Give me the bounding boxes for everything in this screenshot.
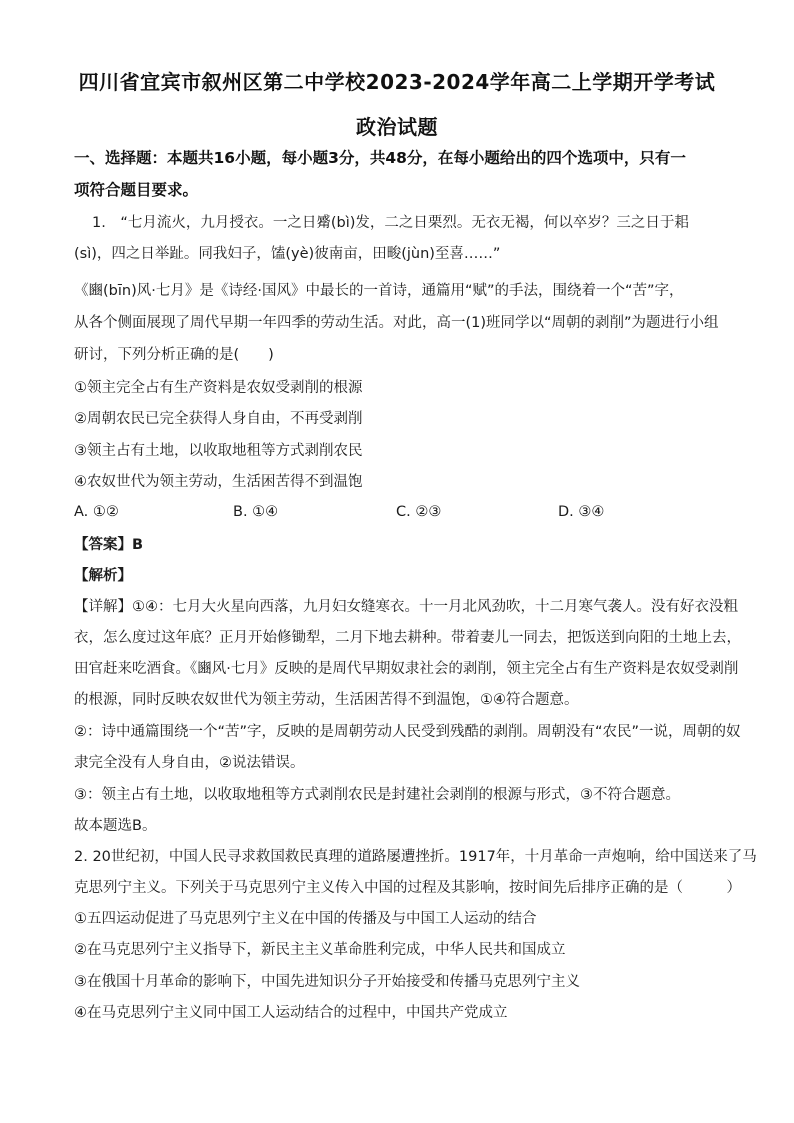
q1-option-3: ③领主占有土地，以收取地租等方式剥削农民: [74, 443, 363, 459]
q2-stem-line2: 克思列宁主义。下列关于马克思列宁主义传入中国的过程及其影响，按时间先后排序正确的是（ ）: [74, 880, 741, 896]
q1-poem-line1: 1. “七月流火，九月授衣。一之日觱(bì)发，二之日栗烈。无衣无褐，何以卒岁？三之日于耜: [92, 215, 689, 231]
q1-choice-c: C. ②③: [396, 504, 442, 520]
exam-subtitle: 政治试题: [356, 115, 438, 139]
q1-stem-line1: 《豳(bīn)风·七月》是《诗经·国风》中最长的一首诗，通篇用“赋”的手法，围绕着一个“苦”字，: [74, 283, 684, 299]
q1-detail-line2: 衣，怎么度过这年底？正月开始修锄犁，二月下地去耕种。带着妻儿一同去，把饭送到向阳的土地上去，: [74, 630, 741, 646]
q1-detail-line4: 的根源，同时反映农奴世代为领主劳动，生活困苦得不到温饱，①④符合题意。: [74, 692, 579, 708]
q2-option-1: ①五四运动促进了马克思列宁主义在中国的传播及与中国工人运动的结合: [74, 911, 537, 927]
q1-choice-a: A. ①②: [74, 504, 119, 520]
q1-poem-line2: (sì)，四之日举趾。同我妇子，馌(yè)彼南亩，田畯(jùn)至喜……”: [74, 246, 501, 262]
q1-detail-line1: 【详解】①④：七月大火星向西落，九月妇女缝寒衣。十一月北风劲吹，十二月寒气袭人。没有好衣没粗: [74, 599, 738, 615]
q1-stem-line3: 研讨，下列分析正确的是( ): [74, 347, 274, 363]
q1-option-2: ②周朝农民已完全获得人身自由，不再受剥削: [74, 411, 363, 427]
q1-answer: 【答案】B: [74, 537, 144, 553]
q1-detail-line3: 田官赶来吃酒食。《豳风·七月》反映的是周代早期奴隶社会的剥削，领主完全占有生产资料是农奴受剥削: [74, 661, 739, 677]
exam-title: 四川省宜宾市叙州区第二中学校2023-2024学年高二上学期开学考试: [78, 70, 716, 94]
q2-stem-line1: 2. 20世纪初，中国人民寻求救国救民真理的道路屡遭挫折。1917年，十月革命一声炮响，给中国送来了马: [74, 849, 757, 865]
q1-detail-line5: ②：诗中通篇围绕一个“苦”字，反映的是周朝劳动人民受到残酷的剥削。周朝没有“农民”一说，周朝的奴: [74, 724, 741, 740]
section-heading-line1: 一、选择题：本题共16小题，每小题3分，共48分，在每小题给出的四个选项中，只有一: [74, 149, 686, 167]
q1-option-4: ④农奴世代为领主劳动，生活困苦得不到温饱: [74, 474, 363, 490]
q2-option-3: ③在俄国十月革命的影响下，中国先进知识分子开始接受和传播马克思列宁主义: [74, 974, 580, 990]
q1-analysis-label: 【解析】: [74, 568, 132, 584]
q2-option-4: ④在马克思列宁主义同中国工人运动结合的过程中，中国共产党成立: [74, 1005, 508, 1021]
q1-option-1: ①领主完全占有生产资料是农奴受剥削的根源: [74, 380, 363, 396]
q1-detail-line7: ③：领主占有土地，以收取地租等方式剥削农民是封建社会剥削的根源与形式，③不符合题意。: [74, 787, 680, 803]
section-heading-line2: 项符合题目要求。: [74, 181, 199, 199]
q2-option-2: ②在马克思列宁主义指导下，新民主主义革命胜利完成，中华人民共和国成立: [74, 942, 566, 958]
q1-detail-line8: 故本题选B。: [74, 818, 157, 834]
q1-choice-d: D. ③④: [558, 504, 605, 520]
q1-detail-line6: 隶完全没有人身自由，②说法错误。: [74, 755, 305, 771]
q1-stem-line2: 从各个侧面展现了周代早期一年四季的劳动生活。对此，高一(1)班同学以“周朝的剥削”为题进行小组: [74, 315, 719, 331]
q1-choice-b: B. ①④: [233, 504, 279, 520]
